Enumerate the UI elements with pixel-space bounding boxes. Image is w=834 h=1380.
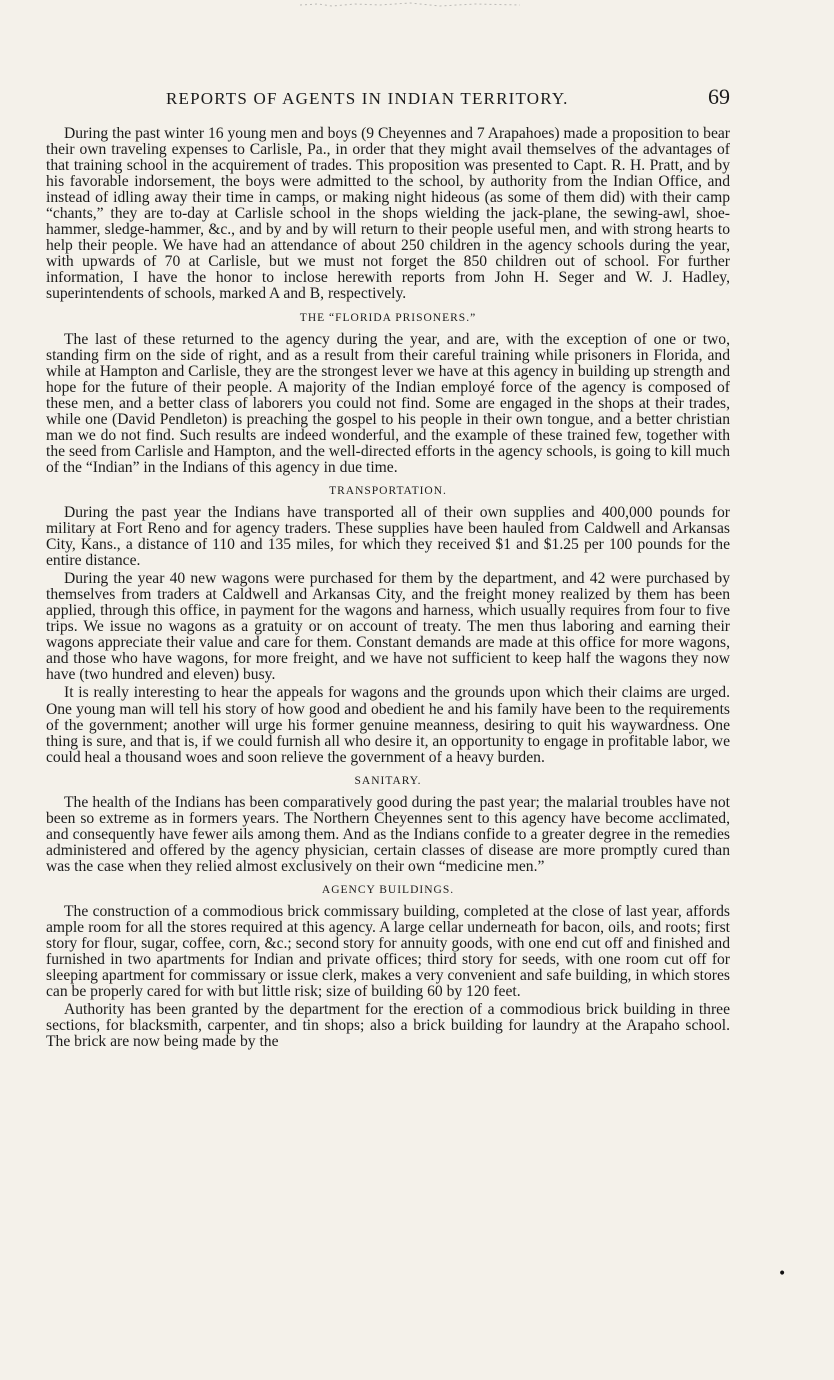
paragraph-wagon-appeals: It is really interesting to hear the appeals for wagons and the grounds upon which their claims are urged. One young man will tell his story of how good and obedient he and his family have been to the requirements of the government; another will urge his former genuine meanness, desiring to quit his waywardness. One thing is sure, and that is, if we could furnish all who desire it, an opportunity to engage in profitable labor, we could heal a thousand woes and soon relieve the government of a heavy burden. [46,684,730,766]
paragraph-carlisle-students: During the past winter 16 young men and boys (9 Cheyennes and 7 Arapahoes) made a proposition to bear their own traveling expenses to Carlisle, Pa., in order that they might avail themselves of the advantages of that training school in the acquirement of trades. This proposition was presented to Capt. R. H. Pratt, and by his favorable indorsement, the boys were admitted to the school, by authority from the Indian Office, and instead of idling away their time in camps, or making night hideous (as some of them did) with their camp “chants,” they are to-day at Carlisle school in the shops wielding the jack-plane, the sewing-awl, shoe-hammer, sledge-hammer, &c., and by and by will return to their people useful men, and with strong hearts to help their people. We have had an attendance of about 250 children in the agency schools during the year, with upwards of 70 at Carlisle, but we must not forget the 850 children out of school. For further information, I have the honor to inclose herewith reports from John H. Seger and W. J. Hadley, superintendents of schools, marked A and B, respectively. [46,125,730,303]
page-body [46,126,730,1050]
section-heading-transportation: TRANSPORTATION. [329,484,447,497]
scan-noise-mark [300,2,520,8]
section-heading-agency-buildings: AGENCY BUILDINGS. [321,883,455,896]
running-header [46,84,730,110]
paragraph-sanitary: The health of the Indians has been comparatively good during the past year; the malarial troubles have not been so extreme as in formers years. The Northern Cheyennes sent to this agency have become acclimated, and consequently have fewer ails among them. And as the Indians confide to a greater degree in the remedies administered and offered by the agency physician, certain classes of disease are more promptly cured than was the case when they relied almost exclusively on their own “medicine men.” [46,793,730,875]
running-title: REPORTS OF AGENTS IN INDIAN TERRITORY. [166,89,569,108]
margin-dot-mark: • [778,1266,787,1282]
section-heading-sanitary: SANITARY. [354,774,422,787]
paragraph-florida-prisoners: The last of these returned to the agency during the year, and are, with the exception of one or two, standing firm on the side of right, and as a result from their careful training while prisoners in Florida, and while at Hampton and Carlisle, they are the strongest lever we have at this agency in building up strength and hope for the future of their people. A majority of the Indian employé force of the agency is composed of these men, and a better class of laborers you could not find. Some are engaged in the shops at their trades, while one (David Pendleton) is preaching the gospel to his people in their own tongue, and a better christian man we do not find. Such results are indeed wonderful, and the example of these trained few, together with the seed from Carlisle and Hampton, and the well-directed efforts in the agency schools, is going to kill much of the “Indian” in the Indians of this agency in due time. [46,330,730,476]
paragraph-shops-authority: Authority has been granted by the department for the erection of a commodious brick building in three sections, for blacksmith, carpenter, and tin shops; also a brick building for laundry at the Arapaho school. The brick are now being made by the [46,1001,730,1051]
paragraph-transportation-supplies: During the past year the Indians have transported all of their own supplies and 400,000 pounds for military at Fort Reno and for agency traders. These supplies have been hauled from Caldwell and Arkansas City, Kans., a distance of 110 and 135 miles, for which they received $1 and $1.25 per 100 pounds for the entire distance. [46,503,730,570]
page-number: 69 [708,84,730,109]
section-heading-florida-prisoners: THE “FLORIDA PRISONERS.” [299,311,477,324]
paragraph-transportation-wagons: During the year 40 new wagons were purchased for them by the department, and 42 were purchased by themselves from traders at Caldwell and Arkansas City, and the freight money realized by them has been applied, through this office, in payment for the wagons and harness, which usually requires from four to five trips. We issue no wagons as a gratuity or on account of treaty. The men thus laboring and earning their wagons appreciate their value and care for them. Constant demands are made at this office for more wagons, and those who have wagons, for more freight, and we have not sufficient to keep half the wagons they now have (two hundred and eleven) busy. [46,570,730,684]
paragraph-commissary-building: The construction of a commodious brick commissary building, completed at the close of last year, affords ample room for all the stores required at this agency. A large cellar underneath for bacon, oils, and roots; first story for flour, sugar, coffee, corn, &c.; second story for annuity goods, with one end cut off and finished and furnished in two apartments for Indian and private offices; third story for seeds, with one room cut off for sleeping apartment for commissary or issue clerk, makes a very convenient and safe building, in which stores can be properly cared for with but little risk; size of building 60 by 120 feet. [46,902,730,1001]
